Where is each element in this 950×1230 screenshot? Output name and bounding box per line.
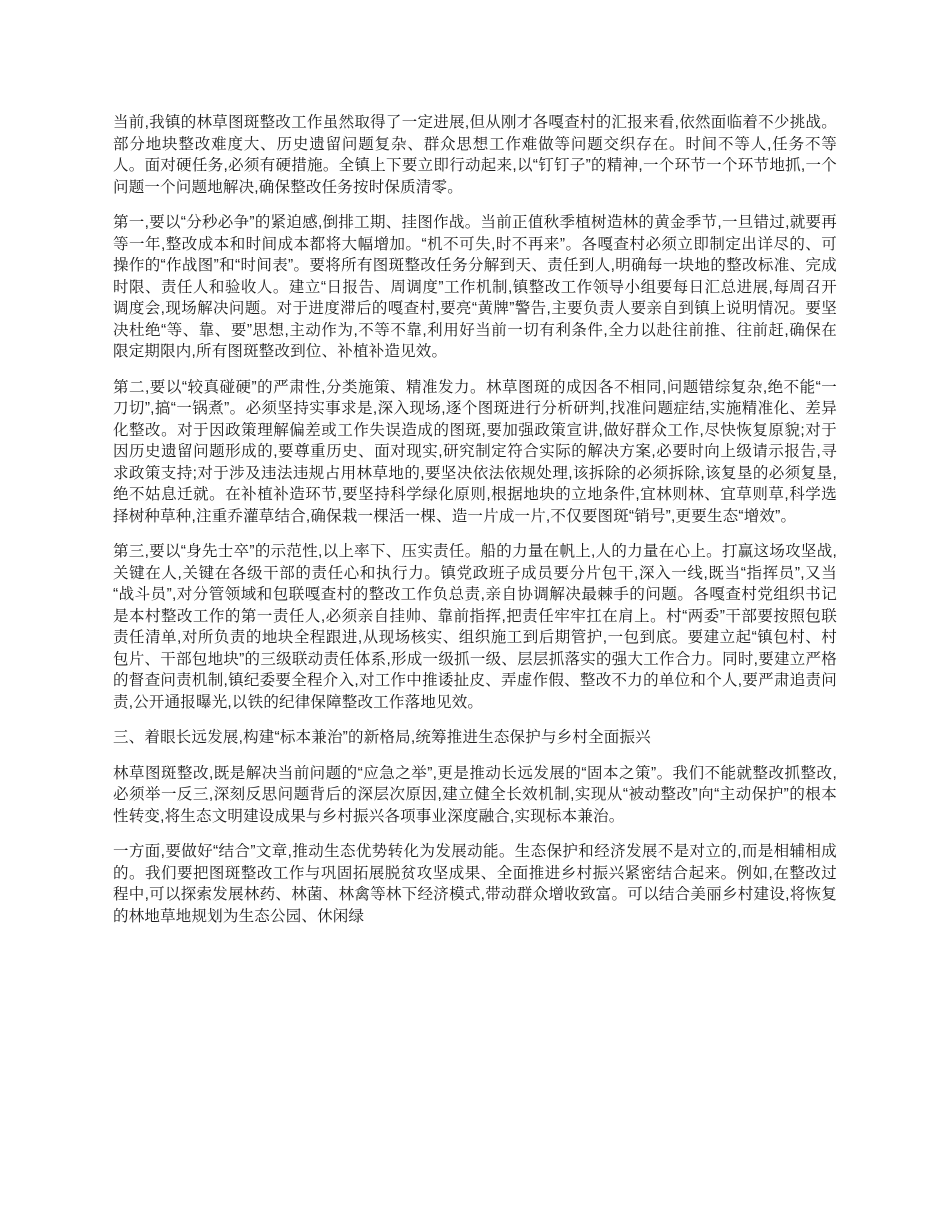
- section-heading-3: 三、着眼长远发展,构建“标本兼治”的新格局,统筹推进生态保护与乡村全面振兴: [113, 729, 651, 746]
- paragraph-intro: 当前,我镇的林草图斑整改工作虽然取得了一定进展,但从刚才各嘎查村的汇报来看,依然面临着不少挑战。部分地块整改难度大、历史遗留问题复杂、群众思想工作难做等问题交织存在。时间不等人,任务不等人。面对硬任务,必须有硬措施。全镇上下要立即行动起来,以“钉钉子”的精神,一个环节一个环节地抓,一个问题一个问题地解决,确保整改任务按时保质清零。: [113, 114, 837, 196]
- paragraph-point-3: 第三,要以“身先士卒”的示范性,以上率下、压实责任。船的力量在帆上,人的力量在心上。打赢这场攻坚战,关键在人,关键在各级干部的责任心和执行力。镇党政班子成员要分片包干,深入一线,既当“指挥员”,又当“战斗员”,对分管领域和包联嘎查村的整改工作负总责,亲自协调解决最棘手的问题。各嘎查村党组织书记是本村整改工作的第一责任人,必须亲自挂帅、靠前指挥,把责任牢牢扛在肩上。村“两委”干部要按照包联责任清单,对所负责的地块全程跟进,从现场核实、组织施工到后期管护,一包到底。要建立起“镇包村、村包片、干部包地块”的三级联动责任体系,形成一级抓一级、层层抓落实的强大工作合力。同时,要建立严格的督查问责机制,镇纪委要全程介入,对工作中推诿扯皮、弄虚作假、整改不力的单位和个人,要严肃追责问责,公开通报曝光,以铁的纪律保障整改工作落地见效。: [113, 543, 837, 711]
- paragraph-section3-aspect-1: 一方面,要做好“结合”文章,推动生态优势转化为发展动能。生态保护和经济发展不是对立的,而是相辅相成的。我们要把图斑整改工作与巩固拓展脱贫攻坚成果、全面推进乡村振兴紧密结合起来。例如,在整改过程中,可以探索发展林药、林菌、林禽等林下经济模式,带动群众增收致富。可以结合美丽乡村建设,将恢复的林地草地规划为生态公园、休闲绿: [113, 843, 837, 925]
- document-body: [113, 112, 837, 927]
- paragraph-point-2: 第二,要以“较真碰硬”的严肃性,分类施策、精准发力。林草图斑的成因各不相同,问题错综复杂,绝不能“一刀切”,搞“一锅煮”。必须坚持实事求是,深入现场,逐个图斑进行分析研判,找准问题症结,实施精准化、差异化整改。对于因政策理解偏差或工作失误造成的图斑,要加强政策宣讲,做好群众工作,尽快恢复原貌;对于因历史遗留问题形成的,要尊重历史、面对现实,研究制定符合实际的解决方案,必要时向上级请示报告,寻求政策支持;对于涉及违法违规占用林草地的,要坚决依法依规处理,该拆除的必须拆除,该复垦的必须复垦,绝不姑息迁就。在补植补造环节,要坚持科学绿化原则,根据地块的立地条件,宜林则林、宜草则草,科学选择树种草种,注重乔灌草结合,确保栽一棵活一棵、造一片成一片,不仅要图斑“销号”,更要生态“增效”。: [113, 378, 837, 525]
- paragraph-section3-intro: 林草图斑整改,既是解决当前问题的“应急之举”,更是推动长远发展的“固本之策”。我们不能就整改抓整改,必须举一反三,深刻反思问题背后的深层次原因,建立健全长效机制,实现从“被动整改”向“主动保护”的根本性转变,将生态文明建设成果与乡村振兴各项事业深度融合,实现标本兼治。: [113, 764, 837, 825]
- paragraph-point-1: 第一,要以“分秒必争”的紧迫感,倒排工期、挂图作战。当前正值秋季植树造林的黄金季节,一旦错过,就要再等一年,整改成本和时间成本都将大幅增加。“机不可失,时不再来”。各嘎查村必须立即制定出详尽的、可操作的“作战图”和“时间表”。要将所有图斑整改任务分解到天、责任到人,明确每一块地的整改标准、完成时限、责任人和验收人。建立“日报告、周调度”工作机制,镇整改工作领导小组要每日汇总进展,每周召开调度会,现场解决问题。对于进度滞后的嘎查村,要亮“黄牌”警告,主要负责人要亲自到镇上说明情况。要坚决杜绝“等、靠、要”思想,主动作为,不等不靠,利用好当前一切有利条件,全力以赴往前推、往前赶,确保在限定期限内,所有图斑整改到位、补植补造见效。: [113, 214, 837, 360]
